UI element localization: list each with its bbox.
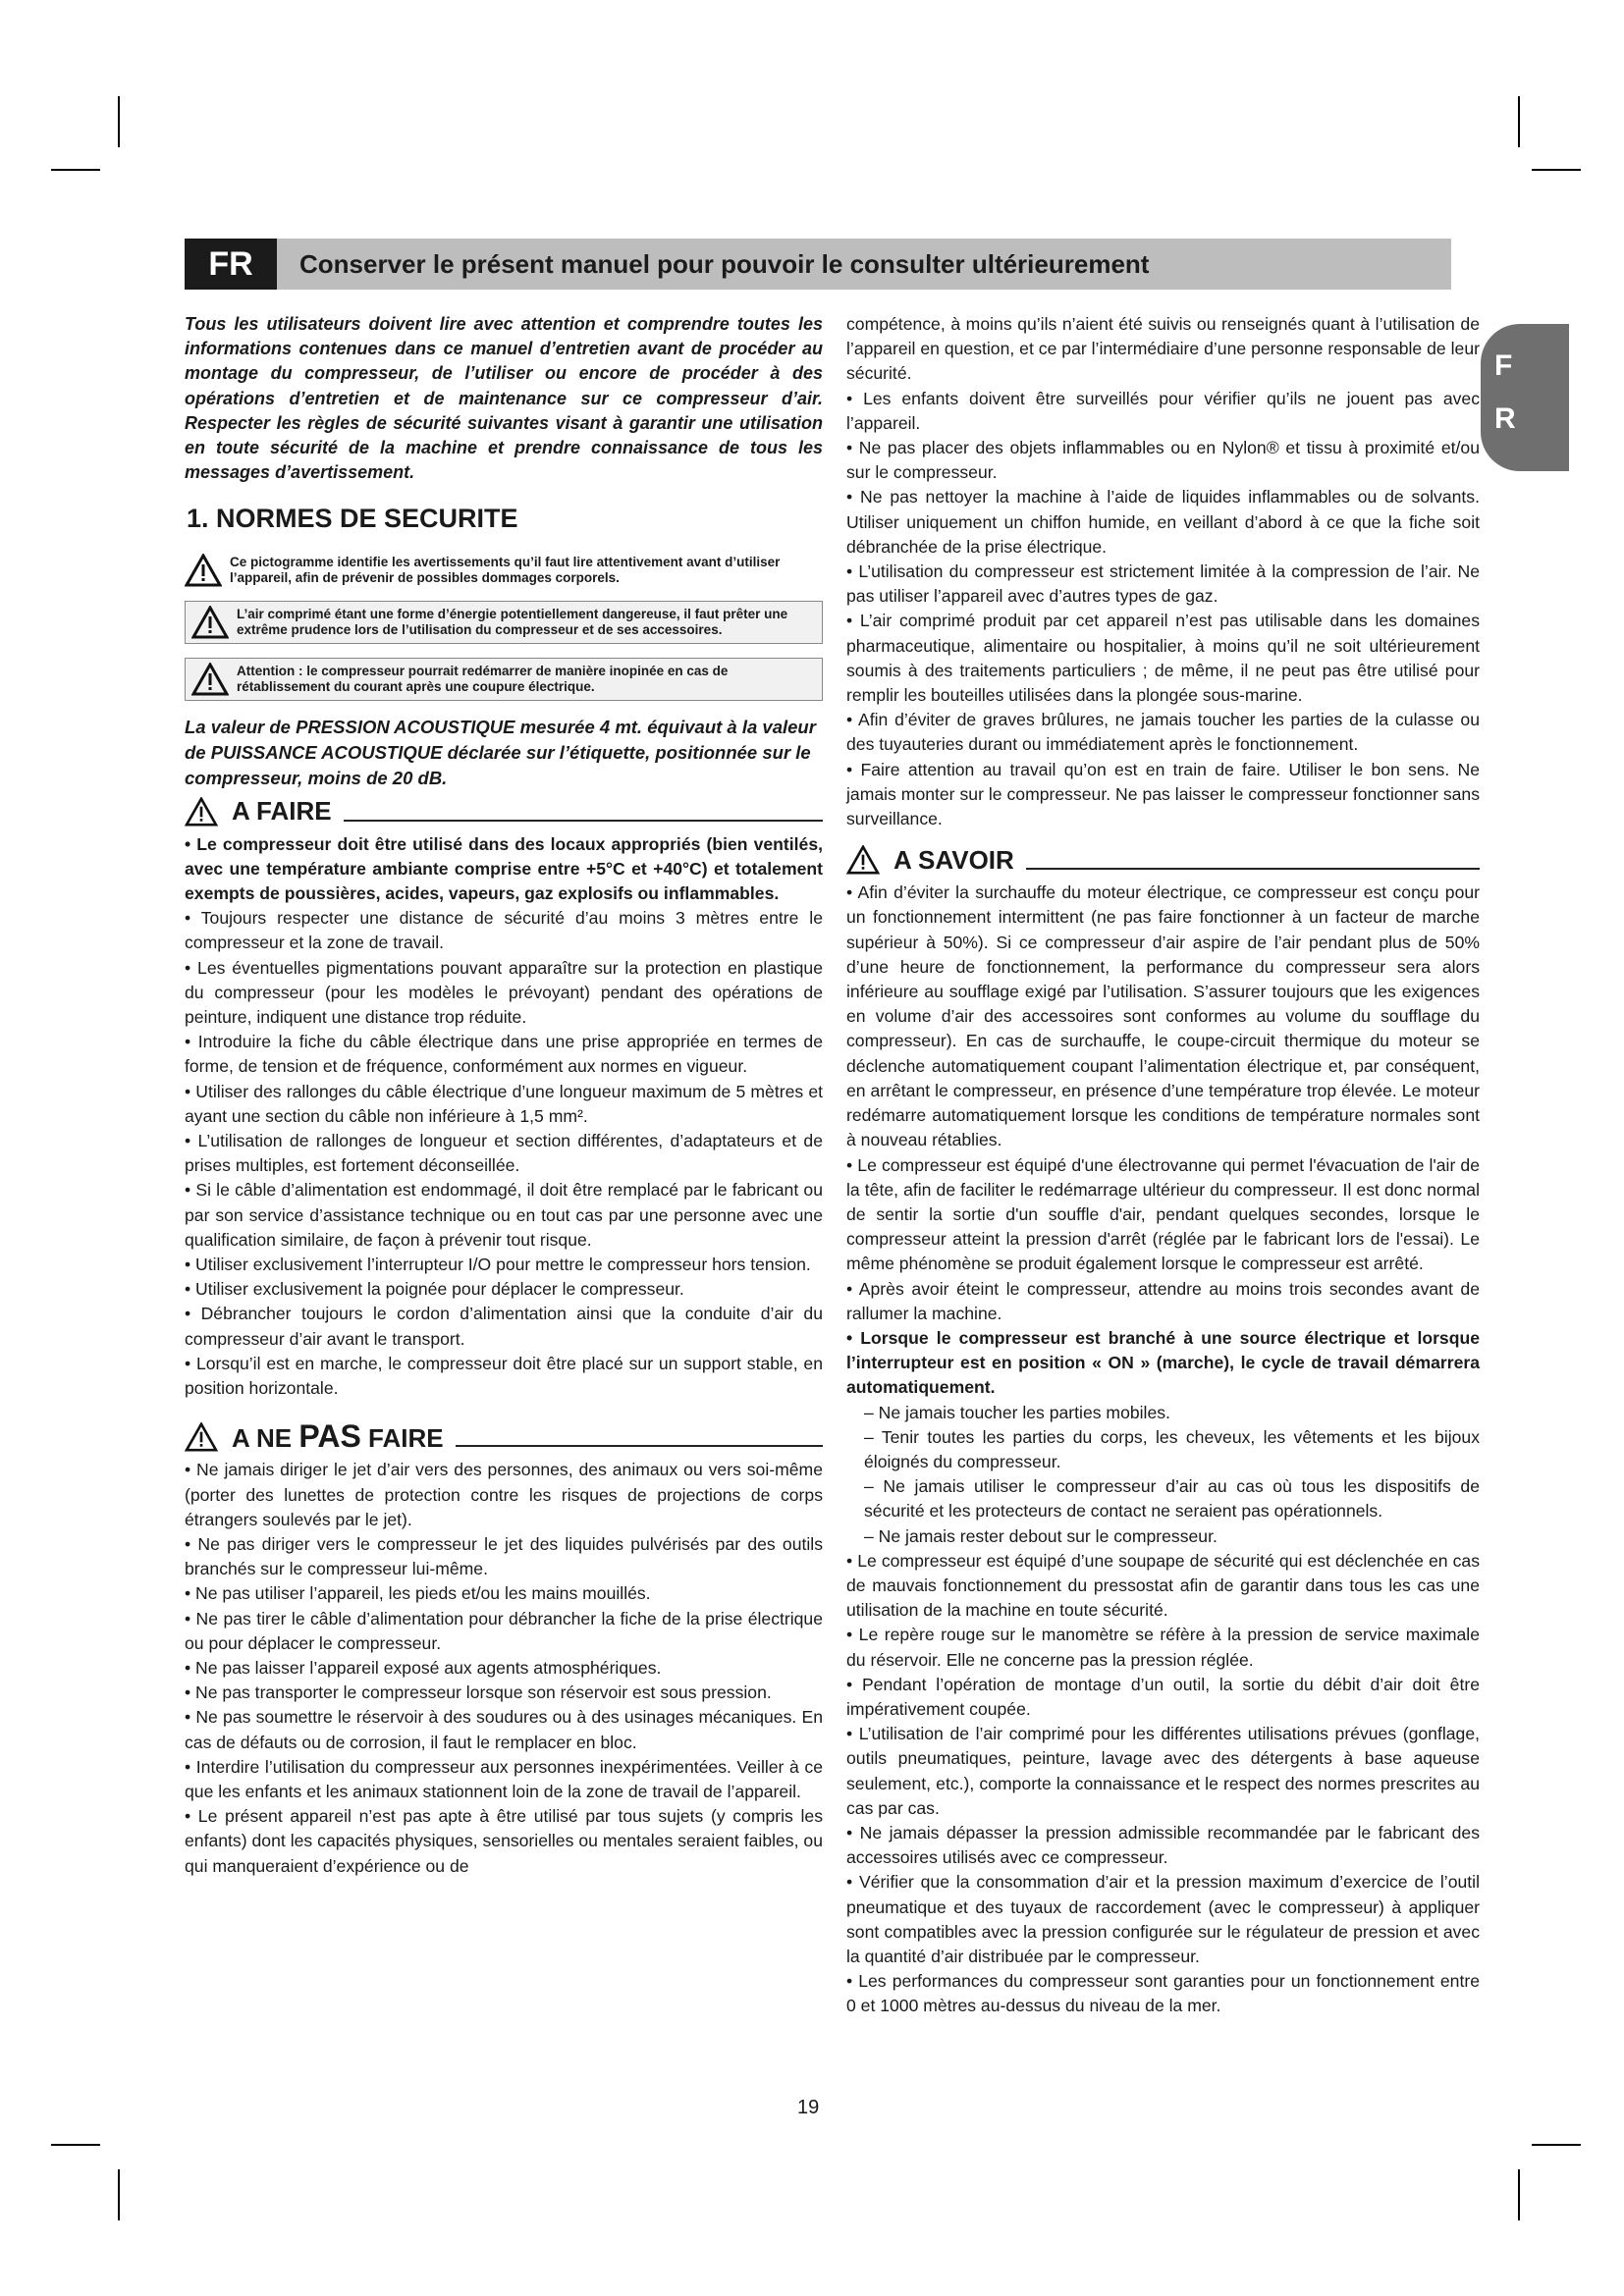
crop-mark — [51, 2144, 100, 2146]
warning-triangle-icon — [185, 1422, 218, 1452]
warning-box — [185, 554, 823, 587]
right-column — [846, 312, 1480, 2019]
crop-mark — [51, 169, 100, 171]
list-item: • Après avoir éteint le compresseur, attendre au moins trois secondes avant de rallumer la machine. — [846, 1278, 1480, 1323]
warning-triangle-icon — [191, 663, 229, 696]
crop-mark — [1532, 2144, 1581, 2146]
list-item: • Ne pas diriger vers le compresseur le jet des liquides pulvérisés par des outils branchés sur le compresseur lui-même. — [185, 1533, 823, 1579]
list-item: • Lorsqu’il est en marche, le compresseur doit être placé sur un support stable, en position horizontale. — [185, 1353, 823, 1399]
list-item: • Ne jamais diriger le jet d’air vers des personnes, des animaux ou vers soi-même (porter des lunettes de protection contre les risques de projections de corps étrangers soulevés par le jet). — [185, 1460, 823, 1529]
crop-mark — [1518, 2169, 1520, 2220]
list-item: • L’utilisation de l’air comprimé pour les différentes utilisations prévues (gonflage, outils pneumatiques, peinture, lavage avec des détergents à base aqueuse seulement, etc.), comporte la connaissance et le respect des normes prescrites au cas par cas. — [846, 1724, 1480, 1818]
language-tag: FR — [185, 239, 277, 290]
list-item: – Tenir toutes les parties du corps, les cheveux, les vêtements et les bijoux éloignés du compresseur. — [864, 1426, 1480, 1471]
crop-mark — [1518, 96, 1520, 147]
warning-triangle-icon — [846, 845, 880, 875]
list-item: • Ne pas tirer le câble d’alimentation pour débrancher la fiche de la prise électrique ou pour déplacer le compresseur. — [185, 1608, 823, 1653]
acoustic-note: La valeur de PRESSION ACOUSTIQUE mesurée 4 mt. équivaut à la valeur de PUISSANCE ACOUSTIQUE déclarée sur l’étiquette, positionnée sur le compresseur, moins de 20 dB. — [185, 716, 816, 788]
warning-text: Ce pictogramme identifie les avertissements qu’il faut lire attentivement avant d’utiliser l’appareil, afin de prévenir de possibles dommages corporels. — [230, 554, 781, 585]
list-item: • Ne jamais dépasser la pression admissible recommandée par le fabricant des accessoires utilisés avec ce compresseur. — [846, 1822, 1480, 1868]
heading-rule — [456, 1445, 823, 1447]
list-item: • Toujours respecter une distance de sécurité d’au moins 3 mètres entre le compresseur et la zone de travail. — [185, 908, 823, 953]
warning-box — [185, 658, 823, 701]
left-column — [185, 312, 823, 1879]
asavoir-heading — [846, 845, 1480, 875]
anepas-heading — [185, 1417, 823, 1454]
language-side-tab — [1481, 324, 1569, 471]
list-item: • Interdire l’utilisation du compresseur aux personnes inexpérimentées. Veiller à ce que les enfants et les animaux stationnent loin de la zone de travail de l’appareil. — [185, 1756, 823, 1801]
list-item: • Pendant l’opération de montage d’un outil, la sortie du débit d’air doit être impérativement coupée. — [846, 1674, 1480, 1719]
list-item: • Afin d’éviter la surchauffe du moteur électrique, ce compresseur est conçu pour un fonctionnement intermittent (ne pas faire fonctionner à un facteur de marche supérieur à 50%). Si ce compresseur d’air aspire de l’air pendant plus de 50% d’une heure de fonctionnement, la performance du compresseur sera alors inférieure au soufflage exigé par l’utilisation. S’assurer toujours que les exigences en volume d’air des accessoires sont conformes au volume du soufflage du compresseur). En cas de surchauffe, le coupe-circuit thermique du moteur se déclenche automatiquement coupant l’alimentation électrique et, par conséquent, en arrêtant le compresseur, en présence d’une température trop élevée. Le moteur redémarre automatiquement lorsque les conditions de température normales sont à nouveau rétablies. — [846, 882, 1480, 1150]
list-item: • Utiliser des rallonges du câble électrique d’une longueur maximum de 5 mètres et ayant une section du câble non inférieure à 1,5 mm². — [185, 1081, 823, 1126]
list-item: • Vérifier que la consommation d’air et la pression maximum d’exercice de l’outil pneumatique et des tuyaux de raccordement (avec le compresseur) à appliquer sont compatibles avec la pression configurée sur le régulateur de pression et avec la quantité d’air distribuée par le compresseur. — [846, 1872, 1480, 1966]
page-header — [185, 239, 1451, 290]
list-item: • Ne pas placer des objets inflammables ou en Nylon® et tissu à proximité et/ou sur le compresseur. — [846, 438, 1480, 483]
list-item: – Ne jamais toucher les parties mobiles. — [864, 1402, 1170, 1422]
list-item: • Le repère rouge sur le manomètre se réfère à la pression de service maximale du réservoir. Elle ne concerne pas la pression réglée. — [846, 1625, 1480, 1670]
warning-box — [185, 601, 823, 644]
list-item: • L’utilisation de rallonges de longueur et section différentes, d’adaptateurs et de prises multiples, est fortement déconseillée. — [185, 1131, 823, 1176]
list-item: • Faire attention au travail qu’on est en train de faire. Utiliser le bon sens. Ne jamais monter sur le compresseur. Ne pas laisser le compresseur fonctionner sans surveillance. — [846, 759, 1480, 829]
page-number: 19 — [797, 2097, 820, 2118]
list-item: • Afin d’éviter de graves brûlures, ne jamais toucher les parties de la culasse ou des tuyauteries durant ou immédiatement après le fonctionnement. — [846, 710, 1480, 755]
header-title: Conserver le présent manuel pour pouvoir le consulter ultérieurement — [299, 249, 1150, 279]
warning-text: L’air comprimé étant une forme d’énergie potentiellement dangereuse, il faut prêter une extrême prudence lors de l’utilisation du compresseur et de ses accessoires. — [237, 606, 788, 637]
asavoir-list — [846, 881, 1480, 2018]
crop-mark — [118, 96, 120, 147]
section-heading: 1. NORMES DE SECURITE — [187, 504, 518, 534]
warning-text: Attention : le compresseur pourrait redémarrer de manière inopinée en cas de rétablissement du courant après une coupure électrique. — [237, 663, 729, 694]
afaire-heading — [185, 797, 823, 827]
list-item: • L’air comprimé produit par cet appareil n’est pas utilisable dans les domaines pharmaceutique, alimentaire ou hospitalier, à moins qu’il ne soit ultérieurement soumis à des traitements particuliers ; de même, il ne peut pas être utilisé pour remplir les bouteilles utilisées dans la plongée sous-marine. — [846, 611, 1480, 706]
right-top-list — [846, 312, 1480, 831]
list-item: • Débrancher toujours le cordon d’alimentation ainsi que la conduite d’air du compresseur d’air avant le transport. — [185, 1304, 823, 1349]
list-item: compétence, à moins qu’ils n’aient été suivis ou renseignés quant à l’utilisation de l’appareil en question, et ce par l’intermédiaire d’une personne responsable de leur sécurité. — [846, 314, 1480, 384]
list-item: • Si le câble d’alimentation est endommagé, il doit être remplacé par le fabricant ou par son service d’assistance technique ou en tout cas par une personne avec une qualification similaire, de façon à prévenir tout risque. — [185, 1180, 823, 1250]
side-tab-letter: F — [1494, 349, 1513, 382]
afaire-list — [185, 832, 823, 1402]
list-item: • Ne pas nettoyer la machine à l’aide de liquides inflammables ou de solvants. Utiliser uniquement un chiffon humide, en veillant d’abord à ce que la fiche soit débranchée de la prise électrique. — [846, 487, 1480, 557]
list-item: • Les éventuelles pigmentations pouvant apparaître sur la protection en plastique du compresseur (pour les modèles le prévoyant) pendant des opérations de peinture, indiquent une distance trop réduite. — [185, 957, 823, 1028]
list-item: • Le compresseur est équipé d’une soupape de sécurité qui est déclenchée en cas de mauvais fonctionnement du pressostat afin de garantir dans tous les cas une utilisation de la machine en toute sécurité. — [846, 1550, 1480, 1621]
warning-triangle-icon — [185, 554, 222, 587]
asavoir-title: A SAVOIR — [893, 844, 1014, 875]
list-item: • Les performances du compresseur sont garanties pour un fonctionnement entre 0 et 1000 mètres au-dessus du niveau de la mer. — [846, 1971, 1480, 2016]
warning-triangle-icon — [191, 606, 229, 639]
side-tab-letter: R — [1494, 402, 1516, 435]
afaire-title: A FAIRE — [232, 796, 332, 827]
anepas-list — [185, 1458, 823, 1878]
list-item: • Utiliser exclusivement l’interrupteur I/O pour mettre le compresseur hors tension. — [185, 1255, 811, 1275]
list-item: • Les enfants doivent être surveillés pour vérifier qu’ils ne jouent pas avec l’appareil. — [846, 388, 1480, 433]
heading-rule — [1026, 868, 1480, 870]
list-item: • Ne pas transporter le compresseur lorsque son réservoir est sous pression. — [185, 1682, 772, 1703]
list-item: • Utiliser exclusivement la poignée pour déplacer le compresseur. — [185, 1279, 684, 1300]
list-item: • Le compresseur doit être utilisé dans des locaux appropriés (bien ventilés, avec une température ambiante comprise entre +5°C et +40°C) et totalement exempts de poussières, acides, vapeurs, gaz explosifs ou inflammables. — [185, 833, 823, 904]
list-item: • Ne pas soumettre le réservoir à des soudures ou à des usinages mécaniques. En cas de défauts ou de corrosion, il faut le remplacer en bloc. — [185, 1707, 823, 1752]
list-item: • Le présent appareil n’est pas apte à être utilisé par tous sujets (y compris les enfants) dont les capacités physiques, sensorielles ou mentales seraient faibles, ou qui manqueraient d’expérience ou de — [185, 1806, 823, 1876]
heading-rule — [344, 820, 823, 822]
list-item: • Ne pas utiliser l’appareil, les pieds et/ou les mains mouillés. — [185, 1583, 651, 1604]
list-item: • L’utilisation du compresseur est strictement limitée à la compression de l’air. Ne pas utiliser l’appareil avec d’autres types de gaz. — [846, 561, 1480, 607]
list-item: • Introduire la fiche du câble électrique dans une prise appropriée en termes de forme, de tension et de fréquence, conformément aux normes en vigueur. — [185, 1032, 823, 1077]
list-item: – Ne jamais rester debout sur le compresseur. — [864, 1525, 1218, 1546]
crop-mark — [1532, 169, 1581, 171]
list-item: • Le compresseur est équipé d'une électrovanne qui permet l'évacuation de l'air de la tête, afin de faciliter le redémarrage ultérieur du compresseur. Il est donc normal de sentir la sortie d'un souffle d'air, pendant quelques secondes, lorsque le compresseur atteint la pression d'arrêt (réglée par le fabricant lors de l'essai). Le même phénomène se produit également lorsque le compresseur est arrêté. — [846, 1154, 1480, 1274]
list-item: • Lorsque le compresseur est branché à une source électrique et lorsque l’interrupteur est en position « ON » (marche), le cycle de travail démarrera automatiquement. — [846, 1327, 1480, 1398]
anepas-title: A NE PAS FAIRE — [232, 1417, 444, 1454]
intro-text: Tous les utilisateurs doivent lire avec attention et comprendre toutes les informations contenues dans ce manuel d’entretien avant de procéder au montage du compresseur, de l’utiliser ou encore de procéder à des opérations d’entretien et de maintenance sur ce compresseur d’air. Respecter les règles de sécurité suivantes visant à garantir une utilisation en toute sécurité de la machine et prendre connaissance de tous les messages d’avertissement. — [185, 314, 823, 483]
warning-triangle-icon — [185, 797, 218, 827]
list-item: • Ne pas laisser l’appareil exposé aux agents atmosphériques. — [185, 1657, 662, 1678]
crop-mark — [118, 2169, 120, 2220]
list-item: – Ne jamais utiliser le compresseur d’air au cas où tous les dispositifs de sécurité et les protecteurs de contact ne seraient pas opérationnels. — [864, 1476, 1480, 1522]
